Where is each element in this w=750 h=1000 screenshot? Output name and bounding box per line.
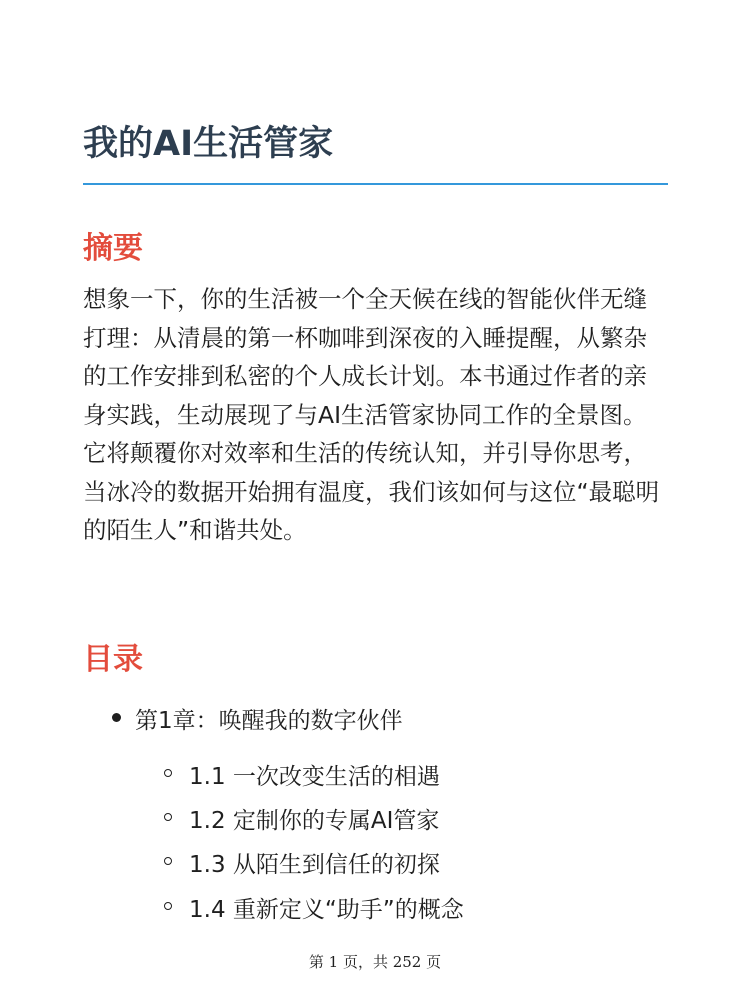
abstract-paragraph: 想象一下，你的生活被一个全天候在线的智能伙伴无缝打理：从清晨的第一杯咖啡到深夜的入睡提醒，从繁杂的工作安排到私密的个人成长计划。本书通过作者的亲身实践，生动展现了与AI生活管家协同工作的全景图。它将颠覆你对效率和生活的传统认知，并引导你思考，当冰冷的数据开始拥有温度，我们该如何与这位“最聪明的陌生人”和谐共处。 bbox=[83, 285, 660, 544]
toc-section-1-2[interactable]: 1.2 定制你的专属AI管家 bbox=[189, 808, 440, 834]
bullet-circle-icon bbox=[164, 813, 172, 821]
bullet-circle-icon bbox=[164, 857, 172, 865]
toc-heading: 目录 bbox=[83, 642, 143, 677]
toc-chapter-1[interactable]: 第1章：唤醒我的数字伙伴 bbox=[135, 708, 403, 734]
page-number-footer: 第 1 页，共 252 页 bbox=[308, 953, 442, 971]
toc-section-1-1[interactable]: 1.1 一次改变生活的相遇 bbox=[189, 764, 440, 790]
bullet-disc-icon bbox=[112, 713, 121, 722]
toc-section-1-3[interactable]: 1.3 从陌生到信任的初探 bbox=[189, 852, 440, 878]
bullet-circle-icon bbox=[164, 902, 172, 910]
book-title: 我的AI生活管家 bbox=[83, 124, 334, 164]
toc-section-1-4[interactable]: 1.4 重新定义“助手”的概念 bbox=[189, 897, 464, 923]
title-divider bbox=[83, 183, 668, 185]
abstract-heading: 摘要 bbox=[83, 231, 143, 266]
bullet-circle-icon bbox=[164, 769, 172, 777]
